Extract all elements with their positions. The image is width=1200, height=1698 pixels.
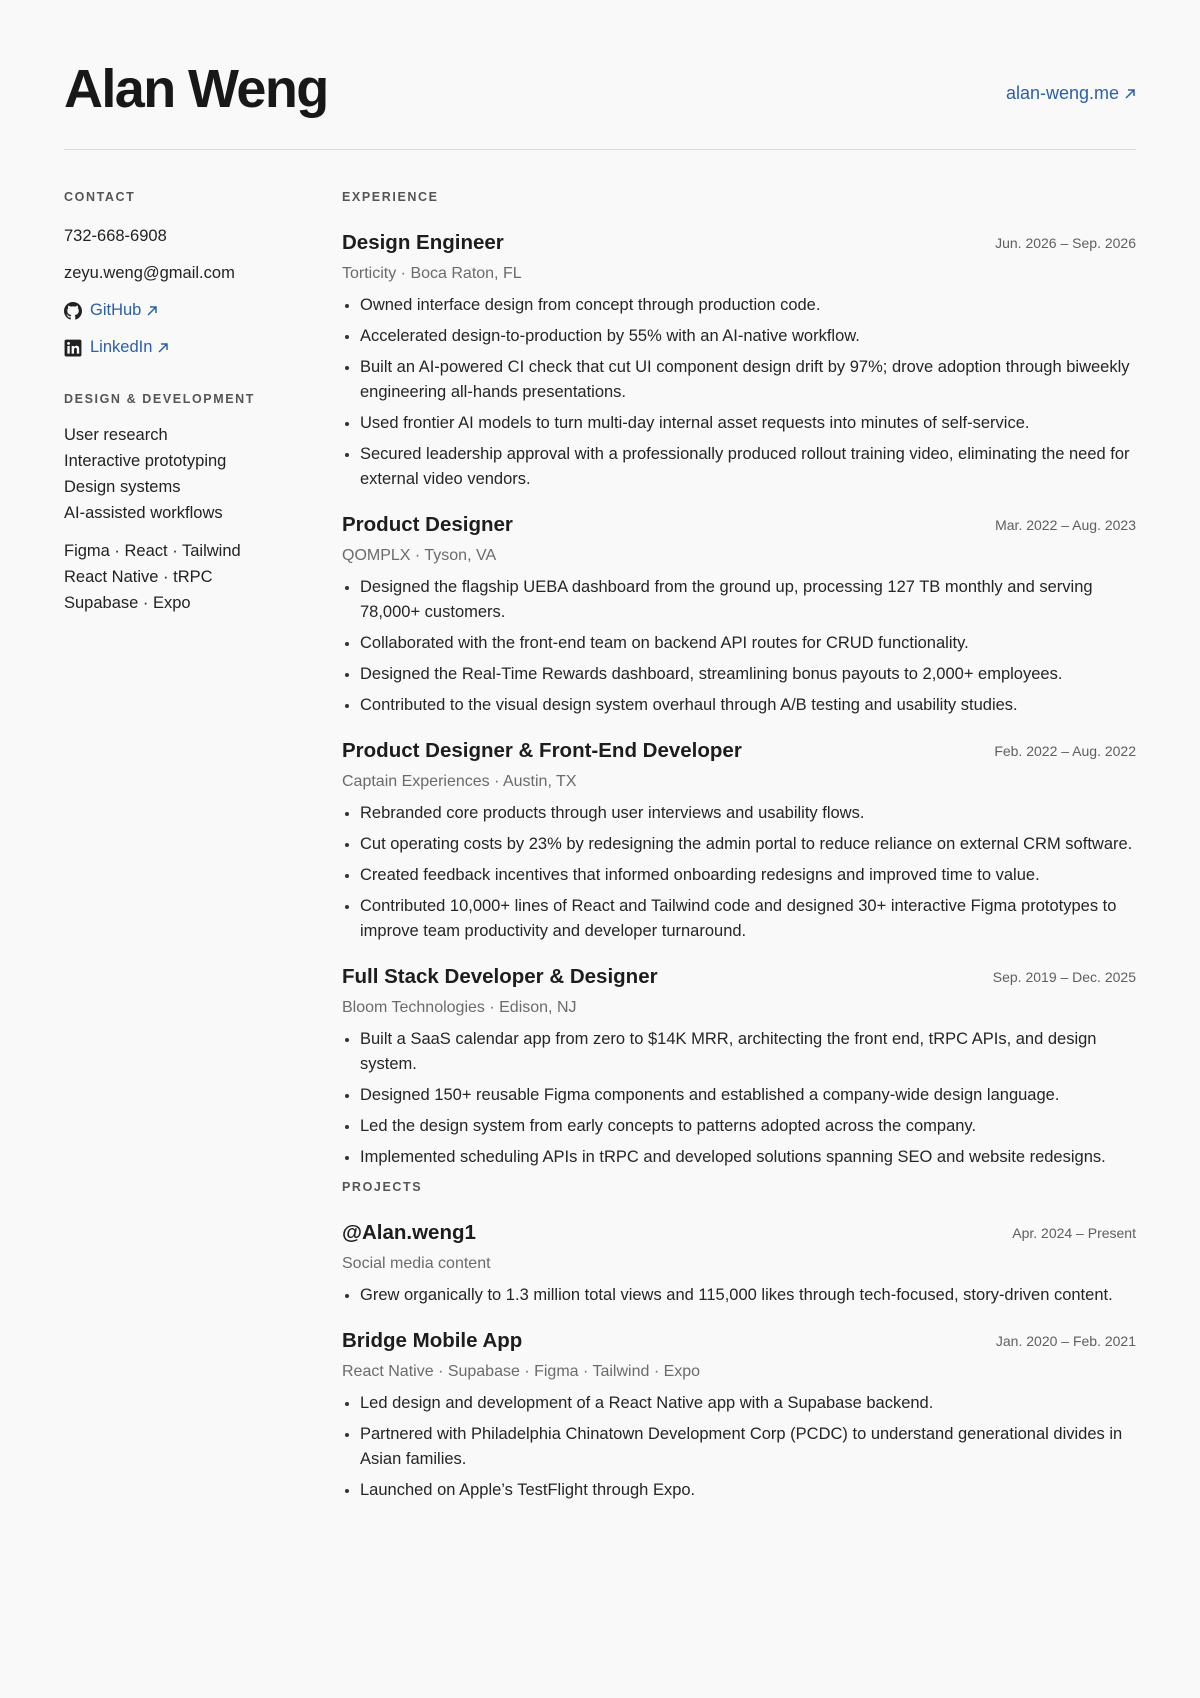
entry-title: Product Designer & Front-End Developer (342, 739, 742, 762)
bullet-item: Used frontier AI models to turn multi-day internal asset requests into minutes of self-service. (342, 411, 1136, 436)
github-link-label: GitHub (90, 301, 142, 319)
external-arrow-icon (1124, 88, 1136, 100)
entry-date: Mar. 2022 – Aug. 2023 (995, 517, 1136, 533)
skills-list (64, 422, 294, 526)
bullet-item: Secured leadership approval with a professionally produced rollout training video, eliminating the need for external video vendors. (342, 442, 1136, 492)
entry-title: Bridge Mobile App (342, 1329, 523, 1352)
entry-header (342, 960, 1136, 994)
entry-company: Torticity · Boca Raton, FL (342, 265, 522, 282)
experience-list (342, 226, 1136, 1170)
bullet-item: Built an AI-powered CI check that cut UI component design drift by 97%; drove adoption through biweekly engineering all-hands presentations. (342, 355, 1136, 405)
linkedin-link-label: LinkedIn (90, 338, 153, 356)
entry-title: Design Engineer (342, 231, 504, 254)
entry-company: QOMPLX · Tyson, VA (342, 547, 497, 564)
bullet-item: Accelerated design-to-production by 55% with an AI-native workflow. (342, 324, 1136, 349)
bullet-item: Created feedback incentives that informed onboarding redesigns and improved time to value. (342, 863, 1136, 888)
bullet-list (342, 801, 1136, 944)
bullet-item: Led the design system from early concepts to patterns adopted across the company. (342, 1114, 1136, 1139)
skills-section-label: DESIGN & DEVELOPMENT (64, 392, 256, 406)
website-link[interactable] (1006, 83, 1136, 104)
bullet-item: Rebranded core products through user interviews and usability flows. (342, 801, 1136, 826)
skill-item: User research (64, 426, 168, 444)
github-item (64, 292, 294, 329)
entry (342, 734, 1136, 944)
bullet-item: Owned interface design from concept through production code. (342, 293, 1136, 318)
entry-title: Product Designer (342, 513, 513, 536)
tool-line: Figma · React · Tailwind (64, 542, 241, 560)
email-address: zeyu.weng@gmail.com (64, 264, 235, 282)
experience-section-label: EXPERIENCE (342, 190, 439, 204)
bullet-item: Built a SaaS calendar app from zero to $14K MRR, architecting the front end, tRPC APIs, and design system. (342, 1027, 1136, 1077)
tools-list (64, 538, 294, 616)
person-name: Alan Weng (64, 59, 328, 119)
external-arrow-icon (146, 305, 158, 317)
bullet-item: Collaborated with the front-end team on backend API routes for CRUD functionality. (342, 631, 1136, 656)
linkedin-item (64, 329, 294, 366)
external-arrow-icon (157, 342, 169, 354)
linkedin-link[interactable] (90, 338, 169, 357)
entry-header (342, 1216, 1136, 1250)
skill-item: Design systems (64, 478, 181, 496)
entry-title: @Alan.weng1 (342, 1221, 476, 1244)
bullet-item: Cut operating costs by 23% by redesigning the admin portal to reduce reliance on external CRM software. (342, 832, 1136, 857)
entry (342, 960, 1136, 1170)
entry (342, 1216, 1136, 1308)
entry-company: Social media content (342, 1255, 491, 1272)
entry-date: Jan. 2020 – Feb. 2021 (995, 1333, 1136, 1349)
entry (342, 508, 1136, 718)
bullet-item: Designed 150+ reusable Figma components and established a company-wide design language. (342, 1083, 1136, 1108)
phone-number: 732-668-6908 (64, 227, 167, 245)
bullet-item: Launched on Apple’s TestFlight through Expo. (342, 1478, 1136, 1503)
bullet-item: Contributed to the visual design system overhaul through A/B testing and usability studies. (342, 693, 1136, 718)
main-content (342, 190, 1136, 1509)
projects-section-label: PROJECTS (342, 1180, 423, 1194)
bullet-list (342, 293, 1136, 492)
entry-date: Sep. 2019 – Dec. 2025 (992, 969, 1136, 985)
entry-header (342, 734, 1136, 768)
bullet-item: Designed the Real-Time Rewards dashboard, streamlining bonus payouts to 2,000+ employees. (342, 662, 1136, 687)
contact-section-label: CONTACT (64, 190, 136, 204)
entry-company: Bloom Technologies · Edison, NJ (342, 999, 577, 1016)
entry-date: Jun. 2026 – Sep. 2026 (995, 235, 1136, 251)
bullet-item: Led design and development of a React Native app with a Supabase backend. (342, 1391, 1136, 1416)
github-link[interactable] (90, 301, 158, 320)
entry-header (342, 1324, 1136, 1358)
tool-line: Supabase · Expo (64, 594, 191, 612)
entry-date: Feb. 2022 – Aug. 2022 (994, 743, 1136, 759)
projects-list (342, 1216, 1136, 1503)
skill-item: Interactive prototyping (64, 452, 227, 470)
contact-list (64, 218, 294, 366)
bullet-item: Partnered with Philadelphia Chinatown Development Corp (PCDC) to understand generational divides in Asian families. (342, 1422, 1136, 1472)
bullet-item: Designed the flagship UEBA dashboard from the ground up, processing 127 TB monthly and serving 78,000+ customers. (342, 575, 1136, 625)
website-link-label: alan-weng.me (1005, 83, 1119, 103)
skill-item: AI-assisted workflows (64, 504, 223, 522)
bullet-list (342, 1391, 1136, 1503)
entry-header (342, 508, 1136, 542)
entry-company: Captain Experiences · Austin, TX (342, 773, 577, 790)
linkedin-icon (64, 339, 82, 357)
bullet-item: Grew organically to 1.3 million total views and 115,000 likes through tech-focused, story-driven content. (342, 1283, 1136, 1308)
github-icon (64, 302, 82, 320)
entry-title: Full Stack Developer & Designer (342, 965, 658, 988)
bullet-item: Implemented scheduling APIs in tRPC and developed solutions spanning SEO and website redesigns. (342, 1145, 1136, 1170)
bullet-list (342, 575, 1136, 718)
bullet-list (342, 1283, 1136, 1308)
bullet-item: Contributed 10,000+ lines of React and Tailwind code and designed 30+ interactive Figma prototypes to improve team productivity and developer turnaround. (342, 894, 1136, 944)
entry-company: React Native · Supabase · Figma · Tailwind · Expo (342, 1363, 701, 1380)
entry-header (342, 226, 1136, 260)
tool-line: React Native · tRPC (64, 568, 213, 586)
resume-header (64, 0, 1136, 150)
bullet-list (342, 1027, 1136, 1170)
entry (342, 226, 1136, 492)
sidebar (64, 190, 294, 616)
entry (342, 1324, 1136, 1503)
entry-date: Apr. 2024 – Present (1012, 1225, 1136, 1241)
